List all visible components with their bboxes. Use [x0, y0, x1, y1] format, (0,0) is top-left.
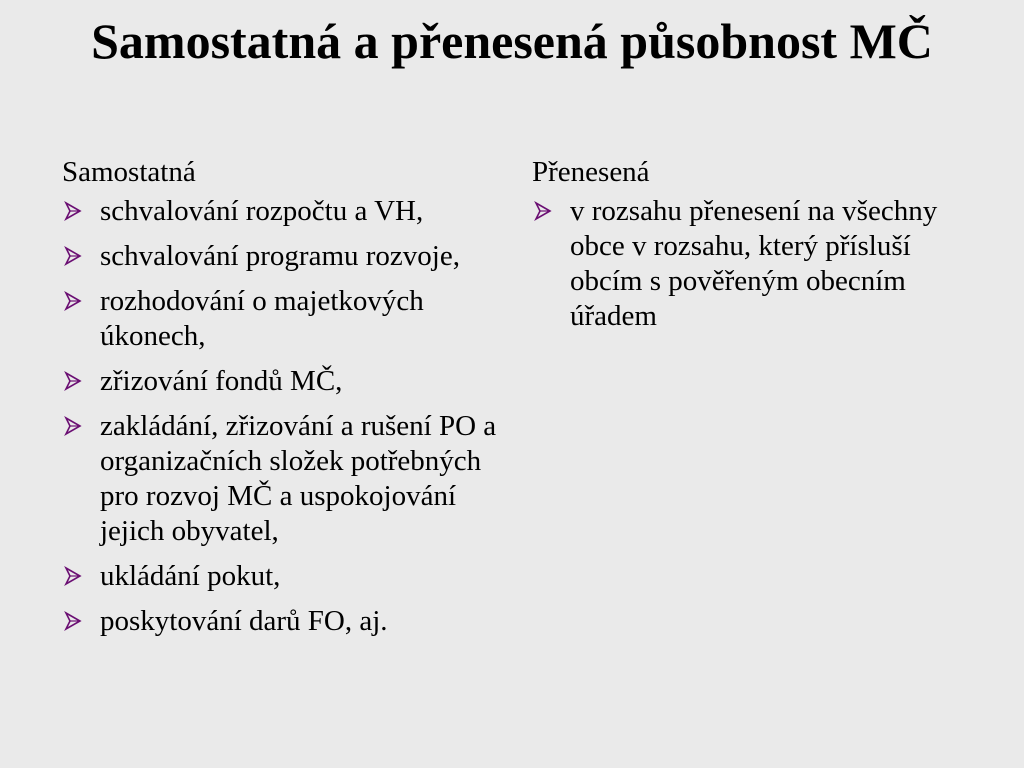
list-item-text: rozhodování o majetkových úkonech, [100, 285, 424, 352]
list-item-text: zřizování fondů MČ, [100, 365, 343, 397]
list-item [62, 194, 502, 229]
right-bullet-list [532, 194, 972, 334]
list-item-text: poskytování darů FO, aj. [100, 605, 388, 637]
list-item [532, 194, 972, 334]
left-column-heading: Samostatná [62, 156, 196, 188]
list-item [62, 284, 502, 354]
list-item-text: v rozsahu přenesení na všechny obce v rozsahu, který přísluší obcím s pověřeným obecním úřadem [570, 195, 938, 332]
list-item [62, 559, 502, 594]
list-item [62, 364, 502, 399]
arrow-bullet-icon [64, 371, 82, 391]
arrow-bullet-icon [64, 246, 82, 266]
list-item [62, 604, 502, 639]
list-item-text: zakládání, zřizování a rušení PO a organizačních složek potřebných pro rozvoj MČ a uspokojování jejich obyvatel, [100, 410, 497, 547]
arrow-bullet-icon [64, 566, 82, 586]
list-item-text: schvalování programu rozvoje, [100, 240, 460, 272]
right-column [532, 152, 972, 344]
arrow-bullet-icon [64, 611, 82, 631]
left-column [62, 152, 502, 649]
slide-title: Samostatná a přenesená působnost MČ [91, 13, 933, 69]
list-item-text: ukládání pokut, [100, 560, 281, 592]
right-column-heading: Přenesená [532, 156, 650, 188]
arrow-bullet-icon [534, 201, 552, 221]
arrow-bullet-icon [64, 416, 82, 436]
arrow-bullet-icon [64, 201, 82, 221]
list-item [62, 409, 502, 549]
list-item [62, 239, 502, 274]
list-item-text: schvalování rozpočtu a VH, [100, 195, 424, 227]
arrow-bullet-icon [64, 291, 82, 311]
left-bullet-list [62, 194, 502, 639]
